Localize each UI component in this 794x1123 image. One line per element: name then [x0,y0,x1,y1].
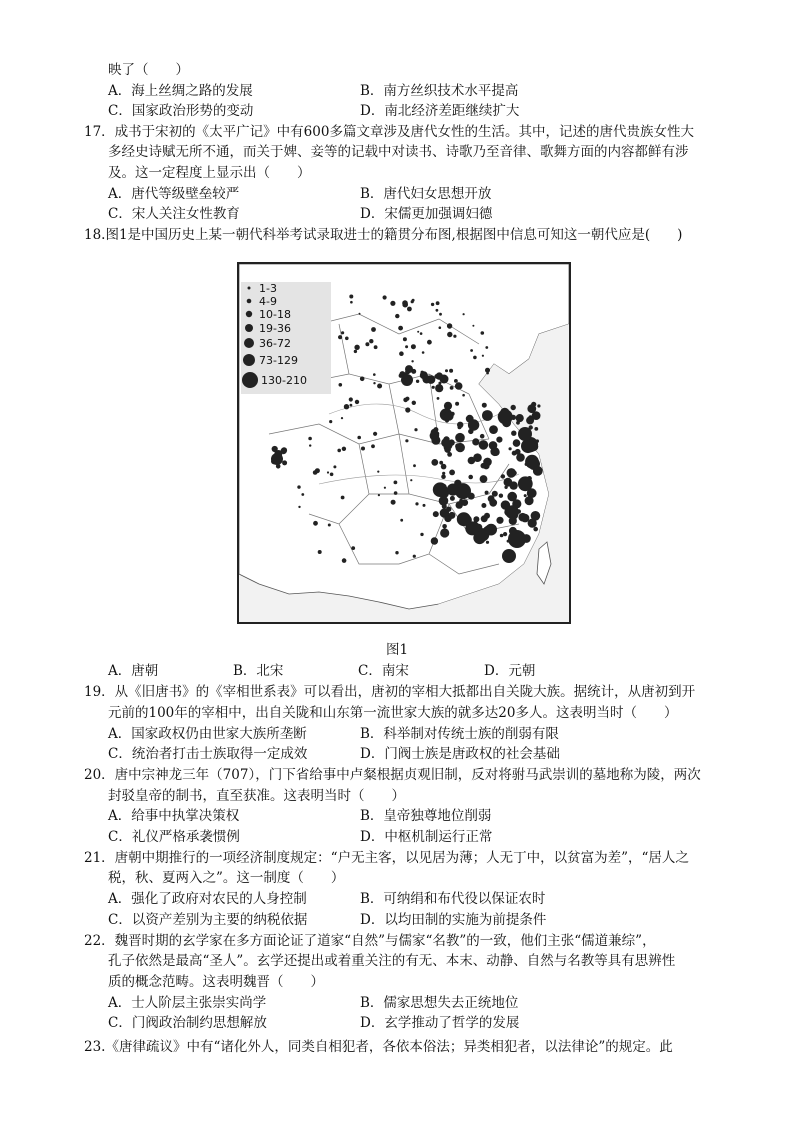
map-dot [399,351,404,356]
map-dot [417,331,419,333]
map-dot [512,451,517,456]
map-dot [401,374,413,386]
map-dot [338,335,342,339]
legend-dot-5 [244,338,254,348]
map-dot [482,403,487,408]
map-dot [377,471,379,473]
map-dot [395,551,398,554]
map-dot [482,410,493,421]
map-dot [351,546,355,550]
map-dot [455,382,463,390]
map-dot [431,303,434,306]
map-dot [395,314,399,318]
map-dot [459,499,463,503]
map-dot [449,369,453,373]
map-svg [239,264,569,622]
legend-label-5: 36-72 [259,337,291,350]
map-dot [365,342,369,346]
map-dot [441,438,450,447]
map-dot [309,444,311,446]
map-dot [431,436,440,445]
q18-option-c[interactable]: C．南宋 [358,663,409,679]
map-dot [355,400,359,404]
q16-option-b[interactable]: B．南方丝织技术水平提高 [360,83,519,99]
map-dot [447,323,452,328]
figure-caption: 图1 [386,642,409,658]
map-dot [354,345,359,350]
map-dot [349,295,353,299]
map-dot [446,507,451,512]
map-dot [327,471,329,473]
map-dot [500,534,504,538]
map-dot [341,496,345,500]
map-dot [534,427,538,431]
map-dot [456,436,462,442]
map-dot [414,428,417,431]
map-dot [462,394,465,397]
map-dot [383,295,387,299]
map-dot [442,472,445,475]
map-dot [373,382,375,384]
map-dot [315,468,320,473]
q22-option-c[interactable]: C．门阀政治制约思想解放 [108,1015,267,1031]
map-dot [378,494,380,496]
q21-option-d[interactable]: D．以均田制的实施为前提条件 [360,912,547,928]
legend-label-6: 73-129 [259,354,298,367]
map-dot [537,404,540,407]
map-dot [413,555,416,558]
map-dot [407,307,412,312]
map-dot [384,487,386,489]
q21-stem-line2: 税，秋、夏两入之”。这一制度（ ） [108,870,345,886]
map-dot [403,398,408,403]
map-dot [485,491,489,495]
map-dot [360,377,365,382]
map-dot [488,495,495,502]
map-dot [416,380,419,383]
q18-options-row [108,661,535,682]
map-dot [329,420,332,423]
map-dot [436,309,439,312]
q22-stem-line1: 22．魏晋时期的玄学家在多方面论证了道家“自然”与儒家“名教”的一致，他们主张“儒道兼综”， [84,933,656,949]
map-dot [391,500,396,505]
map-dot [445,369,448,372]
q21-option-a[interactable]: A．强化了政府对农民的人身控制 [108,891,307,907]
q20-option-d[interactable]: D．中枢机制运行正常 [360,829,493,845]
q16-option-d[interactable]: D．南北经济差距继续扩大 [360,103,520,119]
map-dot [432,386,435,389]
q22-stem-line3: 质的概念范畴。这表明魏晋（ ） [108,974,324,990]
legend-label-7: 130-210 [261,374,307,387]
map-dot [439,496,449,506]
map-dot [359,313,361,315]
map-dot [457,422,463,428]
map-dot [480,434,485,439]
map-dot [526,416,534,424]
map-dot [490,447,499,456]
map-dot [502,549,516,563]
map-dot [431,537,438,544]
map-dot [398,326,403,331]
legend-dot-3 [246,311,252,317]
map-dot [507,468,517,478]
q16-option-c[interactable]: C．国家政治形势的变动 [108,103,254,119]
map-dot [420,332,423,335]
map-dot [337,449,341,453]
map-dot [345,337,349,341]
map-dot [473,356,477,360]
map-dot [369,339,373,343]
map-dot [411,360,413,362]
map-dot [516,453,525,462]
map-dot [509,447,512,450]
map-dot [489,425,498,434]
map-dot [357,436,361,440]
map-dot [486,541,489,544]
map-dot [390,301,395,306]
map-dot [344,404,349,409]
map-dot [434,431,439,436]
map-dot [439,313,442,316]
map-dot [524,494,527,497]
legend-label-1: 1-3 [259,282,277,295]
legend-label-3: 10-18 [259,308,291,321]
map-dot [435,384,443,392]
map-dot [442,524,447,529]
map-dot [468,457,476,465]
map-dot [521,514,530,523]
map-dot [511,405,516,410]
map-dot [413,464,416,467]
q18-option-d[interactable]: D．元朝 [484,663,536,679]
map-dot [330,473,334,477]
map-dot [281,447,287,453]
map-dot [508,530,526,548]
legend-dot-7 [242,372,258,388]
q17-option-c[interactable]: C．宋人关注女性教育 [108,206,240,222]
legend-label-2: 4-9 [259,295,277,308]
map-dot [439,326,442,329]
map-dot [447,484,459,496]
q18-option-b[interactable]: B．北宋 [233,663,284,679]
map-dot [444,411,453,420]
map-dot [480,475,488,483]
map-dot [411,300,414,303]
legend-dot-2 [247,299,252,304]
map-dot [350,404,353,407]
map-dot [521,439,535,453]
map-dot [433,482,448,497]
map-dot [513,439,521,447]
map-dot [481,515,488,522]
map-dot [394,491,398,495]
q20-stem-line2: 封驳皇帝的制书，直至获准。这表明当时（ ） [108,788,405,804]
map-dot [518,427,532,441]
q21-stem-line1: 21．唐朝中期推行的一项经济制度规定：“户无主客，以见居为薄；人无丁中，以贫富为差”，“居人之 [84,850,689,866]
map-dot [354,350,357,353]
map-dot [496,517,503,524]
map-dot [450,496,455,501]
map-dot [501,474,505,478]
map-dot [422,375,430,383]
map-dot [318,550,322,554]
map-dot [450,386,454,390]
map-dot [533,527,538,532]
map-dot [371,444,375,448]
q19-option-d[interactable]: D．门阀士族是唐政权的社会基础 [360,746,560,762]
map-dot [328,524,331,527]
map-dot [377,384,382,389]
q19-option-b[interactable]: B．科举制对传统士族的削弱有限 [360,726,559,742]
map-dot [394,481,398,485]
map-dot [282,460,287,465]
map-dot [439,461,443,465]
q20-option-a[interactable]: A．给事中执掌决策权 [108,808,240,824]
map-dot [468,475,473,480]
map-dot [350,301,353,304]
q20-option-b[interactable]: B．皇帝独尊地位削弱 [360,808,492,824]
map-dot [415,502,418,505]
map-dot [516,414,524,422]
map-dot [341,331,344,334]
map-dot [498,409,513,424]
map-dot [297,485,300,488]
q19-stem-line2: 元前的100年的宰相中，出自关陇和山东第一流世家大族的就多达20多人。这表明当时（ ） [108,705,678,721]
map-dot [441,464,447,470]
map-dot [447,332,452,337]
map-dot [374,345,378,349]
map-dot [511,431,516,436]
q19-stem-line1: 19．从《旧唐书》的《宰相世系表》可以看出，唐初的宰相大抵都出自关陇大族。据统计，从唐初到开 [84,684,696,700]
map-dot [422,351,425,354]
map-dot [455,402,459,406]
map-dot [427,340,432,345]
map-dot [411,369,416,374]
q19-option-a[interactable]: A．国家政权仍由世家大族所垄断 [108,726,307,742]
map-dot [411,344,416,349]
map-dot [481,503,486,508]
map-dot [405,407,410,412]
map-dot [301,493,304,496]
map-dot [373,373,376,376]
map-dot [423,504,426,507]
map-dot [313,521,318,526]
q20-stem-line1: 20．唐中宗神龙三年（707），门下省给事中卢粲根据贞观旧制，反对将驸马武崇训的墓地称为陵，两次 [84,767,701,783]
map-dot [298,506,300,508]
map-dot [483,458,492,467]
q17-stem-line3: 及。这一定程度上显示出（ ） [108,165,311,181]
map-dot [484,441,487,444]
q22-stem-line2: 孔子依然是最高“圣人”。玄学还提出或着重关注的有无、本末、动静、自然与名教等具有思辨性 [108,953,676,969]
q17-option-d[interactable]: D．宋儒更加强调妇德 [360,206,493,222]
map-dot [400,519,403,522]
map-dot [339,383,343,387]
q16-option-a[interactable]: A．海上丝绸之路的发展 [108,83,253,99]
map-dot [342,447,346,451]
map-dot [349,397,353,401]
map-dot [503,532,507,536]
map-dot [405,439,408,442]
map-dot [410,479,412,481]
map-dot [405,345,408,348]
legend-label-4: 19-36 [259,322,291,335]
map-dot [447,452,452,457]
map-dot [457,512,471,526]
map-dot [528,458,540,470]
q19-option-c[interactable]: C．统治者打击士族取得一定成效 [108,746,308,762]
map-dot [482,355,484,357]
map-dot [468,419,479,430]
legend-dot-6 [243,354,255,366]
map-dot [456,443,465,452]
map-dot [437,397,440,400]
map-dot [412,401,416,405]
map-dot [472,325,474,327]
map-dot [527,404,536,413]
map-dot [308,437,312,441]
q16-continuation: 映了（ ） [108,62,189,78]
map-dot [454,379,458,383]
map-dot [473,516,479,522]
q23-stem-line1: 23.《唐律疏议》中有“诸化外人，同类自相犯者，各依本俗法；异类相犯者，以法律论”的规定。此 [84,1039,673,1055]
map-dot [507,492,517,502]
q17-option-a[interactable]: A．唐代等级壁垒较严 [108,186,240,202]
map-dot [463,313,465,315]
map-dot [431,459,438,466]
map-dot [361,447,365,451]
map-dot [333,465,336,468]
map-dot [472,438,479,445]
q21-option-b[interactable]: B．可纳绢和布代役以保证农时 [360,891,546,907]
map-dot [449,470,455,476]
legend-dot-4 [245,324,253,332]
map-dot [441,474,446,479]
map-dot [492,443,496,447]
map-dot [485,524,497,536]
map-dot [341,417,343,419]
map-dot [496,437,502,443]
map-dot [440,375,449,384]
q21-option-c[interactable]: C．以资产差别为主要的纳税依据 [108,912,308,928]
q17-stem-line1: 17．成书于宋初的《太平广记》中有600多篇文章涉及唐代女性的生活。其中，记述的唐代贵族女性大 [84,124,694,140]
map-dot [420,533,423,536]
map-dot [504,478,513,487]
q18-option-a[interactable]: A．唐朝 [108,663,159,679]
map-dot [272,446,278,452]
map-dot [453,335,456,338]
map-dot [371,327,376,332]
q22-option-b[interactable]: B．儒家思想失去正统地位 [360,995,519,1011]
q22-option-a[interactable]: A．士人阶层主张崇实尚学 [108,995,267,1011]
map-dot [402,300,408,306]
q18-stem-line1: 18.图1是中国历史上某一朝代科举考试录取进士的籍贯分布图,根据图中信息可知这一朝代应是( ) [84,227,683,243]
map-dot [485,346,488,349]
map-dot [481,331,485,335]
q20-option-c[interactable]: C．礼仪严格承袭惯例 [108,829,240,845]
q17-stem-line2: 多经史诗赋无所不通，而关于婢、妾等的记载中对读书、诗歌乃至音律、歌舞方面的内容都鲜有涉 [108,144,689,160]
map-dot [479,440,489,450]
map-dot [505,506,515,516]
map-dot [440,528,449,537]
map-dot [373,432,377,436]
map-dot [486,372,489,375]
map-dot [271,453,283,465]
map-dot [436,301,440,305]
map-dot [518,476,533,491]
map-dot [504,486,507,489]
legend-dot-1 [248,287,251,290]
map-dot [499,494,503,498]
map-dot [403,337,407,341]
map-dot [434,513,437,516]
map-dot [405,369,410,374]
jinshi-distribution-map [237,262,571,624]
map-dot [342,558,347,563]
q22-option-d[interactable]: D．玄学推动了哲学的发展 [360,1015,520,1031]
q17-option-b[interactable]: B．唐代妇女思想开放 [360,186,492,202]
map-dot [470,349,473,352]
